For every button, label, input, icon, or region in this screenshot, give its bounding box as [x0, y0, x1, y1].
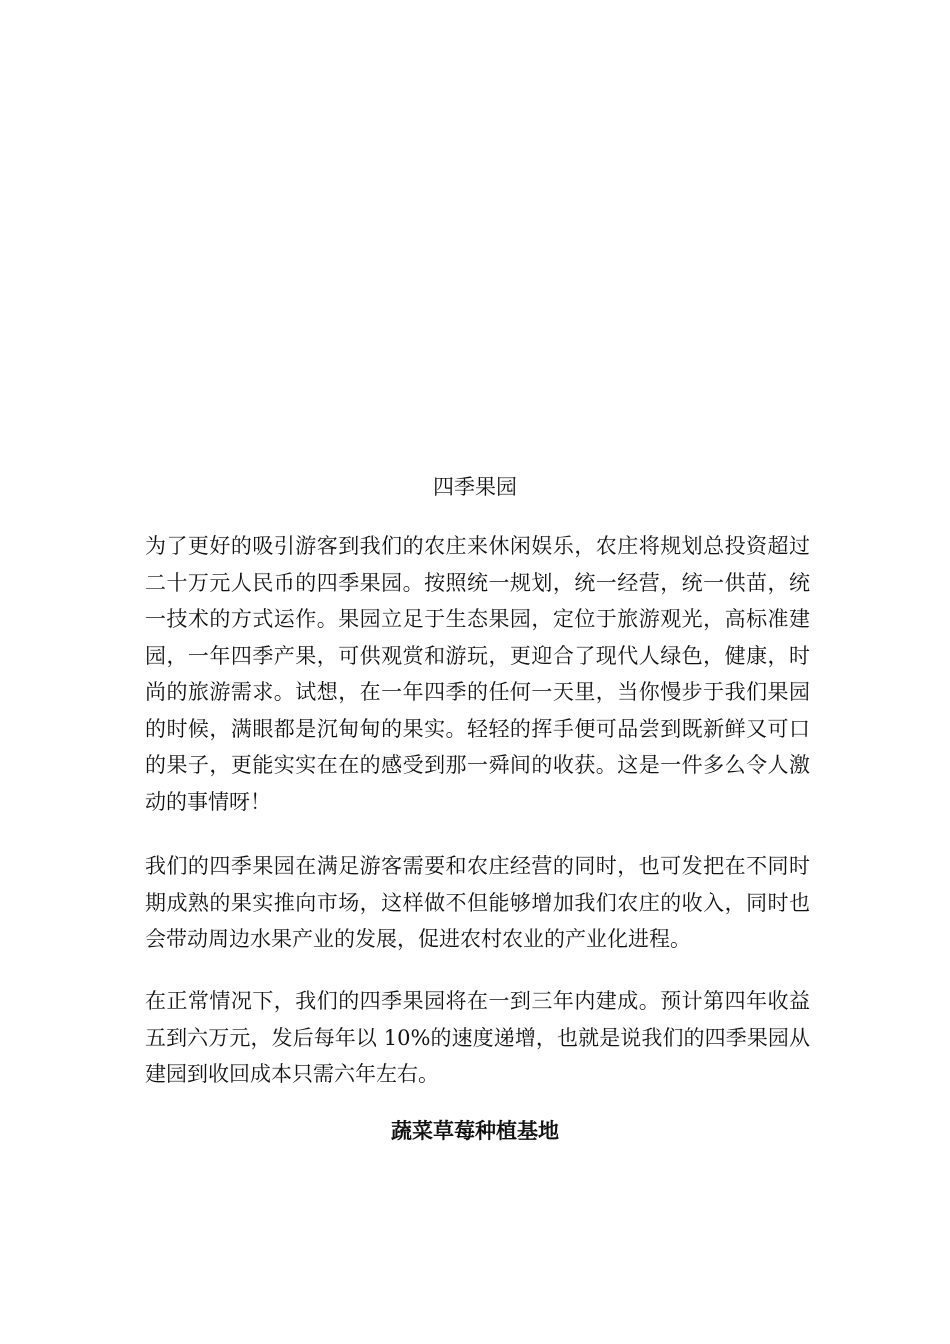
paragraph-3: 在正常情况下，我们的四季果园将在一到三年内建成。预计第四年收益五到六万元，发后每年以 10%的速度递增，也就是说我们的四季果园从建园到收回成本只需六年左右。	[145, 989, 810, 1086]
section-title: 四季果园	[433, 475, 517, 499]
paragraph-1: 为了更好的吸引游客到我们的农庄来休闲娱乐，农庄将规划总投资超过二十万元人民币的四季果园。按照统一规划，统一经营，统一供苗，统一技术的方式运作。果园立足于生态果园，定位于旅游观光，高标准建园，一年四季产果，可供观赏和游玩，更迎合了现代人绿色，健康，时尚的旅游需求。试想，在一年四季的任何一天里，当你慢步于我们果园的时候，满眼都是沉甸甸的果实。轻轻的挥手便可品尝到既新鲜又可口的果子，更能实实在在的感受到那一舜间的收获。这是一件多么令人激动的事情呀！	[145, 534, 810, 814]
next-section-heading: 蔬菜草莓种植基地	[391, 1118, 559, 1143]
paragraph-2: 我们的四季果园在满足游客需要和农庄经营的同时，也可发把在不同时期成熟的果实推向市场，这样做不但能够增加我们农庄的收入，同时也会带动周边水果产业的发展，促进农村农业的产业化进程。	[145, 854, 810, 951]
